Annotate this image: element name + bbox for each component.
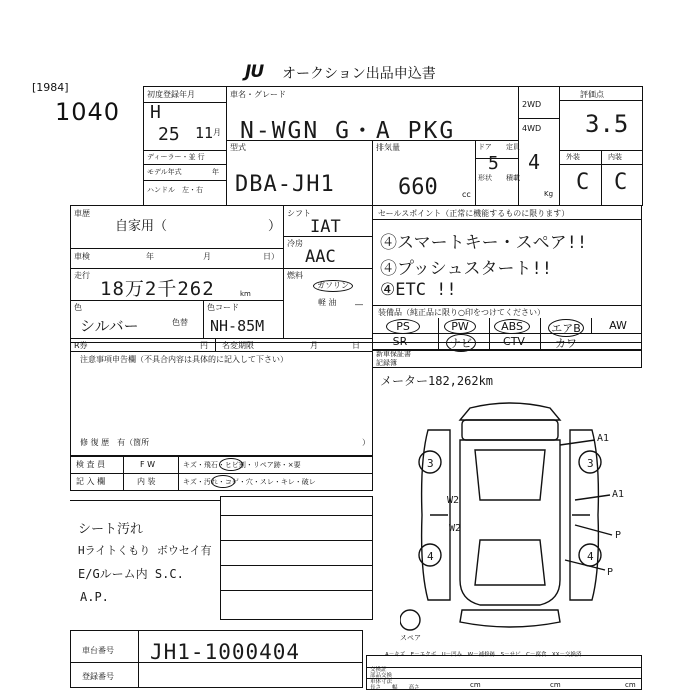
shift-label: シフト (287, 209, 311, 218)
wheel-mark-fl: 3 (427, 457, 434, 470)
sales-point-2: ④プッシュスタート!! (380, 259, 552, 279)
damage-mark-w2-front: W2 (447, 495, 460, 506)
entry-label: 記 入 欄 (76, 477, 106, 486)
note-line-2: Hライトくもり ボウセイ有 (78, 544, 212, 557)
interior-stain-circle (211, 475, 235, 488)
usage-close: ） (268, 219, 282, 234)
doors-label: ドア (478, 143, 492, 151)
repair-close: ） (362, 438, 370, 447)
equip-airbag: エアB (548, 319, 584, 337)
equip-ctv: CTV (503, 335, 525, 348)
drive-4wd: 4WD (522, 124, 542, 133)
equip-aw: AW (609, 319, 627, 332)
code-number: [1984] (32, 81, 69, 94)
capacity-label: 定員 (506, 143, 520, 151)
fuel-diesel: 軽 油 (318, 298, 337, 307)
inspection-label: 車検 (74, 252, 90, 261)
first-reg-month: 11 (195, 124, 214, 142)
model-label: 型式 (230, 143, 246, 152)
damage-mark-p-2: P (607, 567, 614, 578)
model-value: DBA-JH1 (235, 172, 335, 197)
footer-cm-2: cm (550, 681, 561, 689)
note-line-3: E/Gルーム内 S.C. (78, 567, 184, 581)
interior-check-label: 内 装 (137, 477, 156, 486)
spare-label: スペア (400, 634, 421, 642)
mileage-unit: km (240, 290, 251, 298)
footer-line-2: 部品交換 (370, 673, 393, 679)
dealer-label: ディーラー・並 行 (147, 153, 205, 161)
note-line-1: シート汚れ (78, 522, 144, 537)
name-change-label: 名変期限 (222, 341, 254, 350)
wheel-mark-rr: 4 (587, 550, 594, 563)
first-reg-label: 初度登録年月 (147, 90, 195, 99)
ac-value: AAC (305, 247, 336, 267)
damage-mark-w2-rear: W2 (449, 523, 462, 534)
wheel-mark-fr: 3 (587, 457, 594, 470)
shape-label: 形状 (478, 174, 492, 182)
engine-label: 排気量 (376, 143, 400, 152)
sales-point-3: ④ETC !! (380, 280, 457, 300)
inspection-month: 月 (203, 252, 211, 261)
chassis-label: 車台番号 (82, 646, 114, 655)
footer-line-3: 車体寸法 (370, 679, 393, 685)
damage-legend: A－キズ E－エクボ U－凹み W－補修跡 S－サビ C－腐食 XX－交換済 (385, 652, 582, 658)
model-year-unit: 年 (212, 168, 219, 176)
engine-value: 660 (398, 175, 438, 200)
color-change-label: 色替 (172, 318, 188, 327)
drive-2wd: 2WD (522, 100, 542, 109)
name-change-day: 日 (352, 341, 360, 350)
name-change-month: 月 (310, 341, 318, 350)
ac-label: 冷房 (287, 239, 303, 248)
score-value: 3.5 (585, 110, 629, 138)
inspection-day: 日） (263, 252, 279, 261)
equipment-label: 装備品（純正品に限り○印をつけてください） (378, 308, 545, 317)
ju-logo: JU (245, 62, 264, 82)
color-code-value: NH-85M (210, 317, 265, 335)
month-unit: 月 (213, 128, 221, 137)
registration-label: 登録番号 (82, 672, 114, 681)
note-line-4: A.P. (80, 590, 109, 604)
equip-sr: SR (392, 335, 408, 348)
footer-line-4: 長さ 幅 高さ (370, 685, 420, 691)
color-label: 色 (74, 303, 82, 312)
first-reg-year: 25 (158, 124, 180, 145)
recycle-yen: 円 (200, 341, 208, 350)
recycle-label: R券 (74, 341, 88, 350)
handle-label: ハンドル 左・右 (147, 186, 203, 194)
lot-number: 1040 (55, 98, 121, 126)
form-title: オークション出品申込書 (282, 66, 436, 82)
equip-pw: PW (444, 319, 476, 334)
score-label: 評価点 (580, 90, 604, 99)
equip-navi: ナビ (446, 334, 476, 352)
records-label: 記録簿 (376, 359, 397, 367)
equip-abs: ABS (494, 319, 530, 334)
int-value: C (614, 170, 628, 195)
int-label: 内装 (608, 153, 622, 161)
model-year-label: モデル年式 (147, 168, 182, 176)
ext-label: 外装 (566, 153, 580, 161)
damage-mark-a1-front: A1 (597, 433, 610, 444)
usage-value: 自家用（ (115, 219, 168, 234)
load-unit: Kg (544, 190, 554, 198)
warranty-frame (372, 350, 642, 368)
equip-ps: PS (386, 319, 420, 334)
ext-value: C (576, 170, 590, 195)
wheel-mark-rl: 4 (427, 550, 434, 563)
inspection-year: 年 (146, 252, 154, 261)
footer-line-1: 交換証 (370, 667, 387, 673)
notes-label: 注意事項申告欄（不具合内容は具体的に記入して下さい） (80, 355, 288, 364)
interior-check-items: キズ・汚れ・コゲ・穴・スレ・キレ・破レ (183, 478, 316, 486)
mileage-value: 18万2千262 (100, 278, 215, 300)
sales-point-1: ④スマートキー・スペア!! (380, 233, 588, 253)
doors-value: 5 (488, 153, 499, 174)
meter-note: メーター182,262km (380, 374, 494, 388)
color-value: シルバー (80, 317, 139, 335)
fuel-label: 燃料 (287, 271, 303, 280)
capacity-value: 4 (528, 150, 541, 174)
sales-points-label: セールスポイント（正常に機能するものに限ります） (378, 209, 570, 218)
inspector-label: 検 査 員 (76, 460, 106, 469)
mileage-label: 走行 (74, 271, 90, 280)
footer-cm-1: cm (470, 681, 481, 689)
fw-label: F W (140, 460, 156, 469)
repair-label: 修 復 歴 有（箇所 (80, 438, 150, 447)
footer-cm-3: cm (625, 681, 636, 689)
chassis-value: JH1-1000404 (150, 640, 301, 664)
damage-mark-p-1: P (615, 530, 622, 541)
fuel-gasoline: ガソリン (313, 280, 353, 292)
warranty-label: 新車保証書 (376, 350, 411, 358)
first-reg-era: H (150, 102, 161, 123)
car-damage-diagram (400, 390, 650, 650)
car-name-label: 車名・グレード (230, 90, 286, 99)
usage-label: 車歴 (74, 209, 90, 218)
fw-chip-circle (219, 458, 243, 471)
fw-items: キズ・飛石・ヒビ割・リペア跡・×要 (183, 461, 301, 469)
shift-value: IAT (310, 217, 341, 237)
damage-mark-a1-side: A1 (612, 489, 625, 500)
engine-unit: cc (462, 190, 471, 199)
color-code-label: 色コード (207, 303, 239, 312)
load-label: 積載 (506, 174, 520, 182)
car-name-value: N-WGN G・A PKG (240, 118, 456, 144)
equip-leather: カワ (555, 337, 577, 350)
